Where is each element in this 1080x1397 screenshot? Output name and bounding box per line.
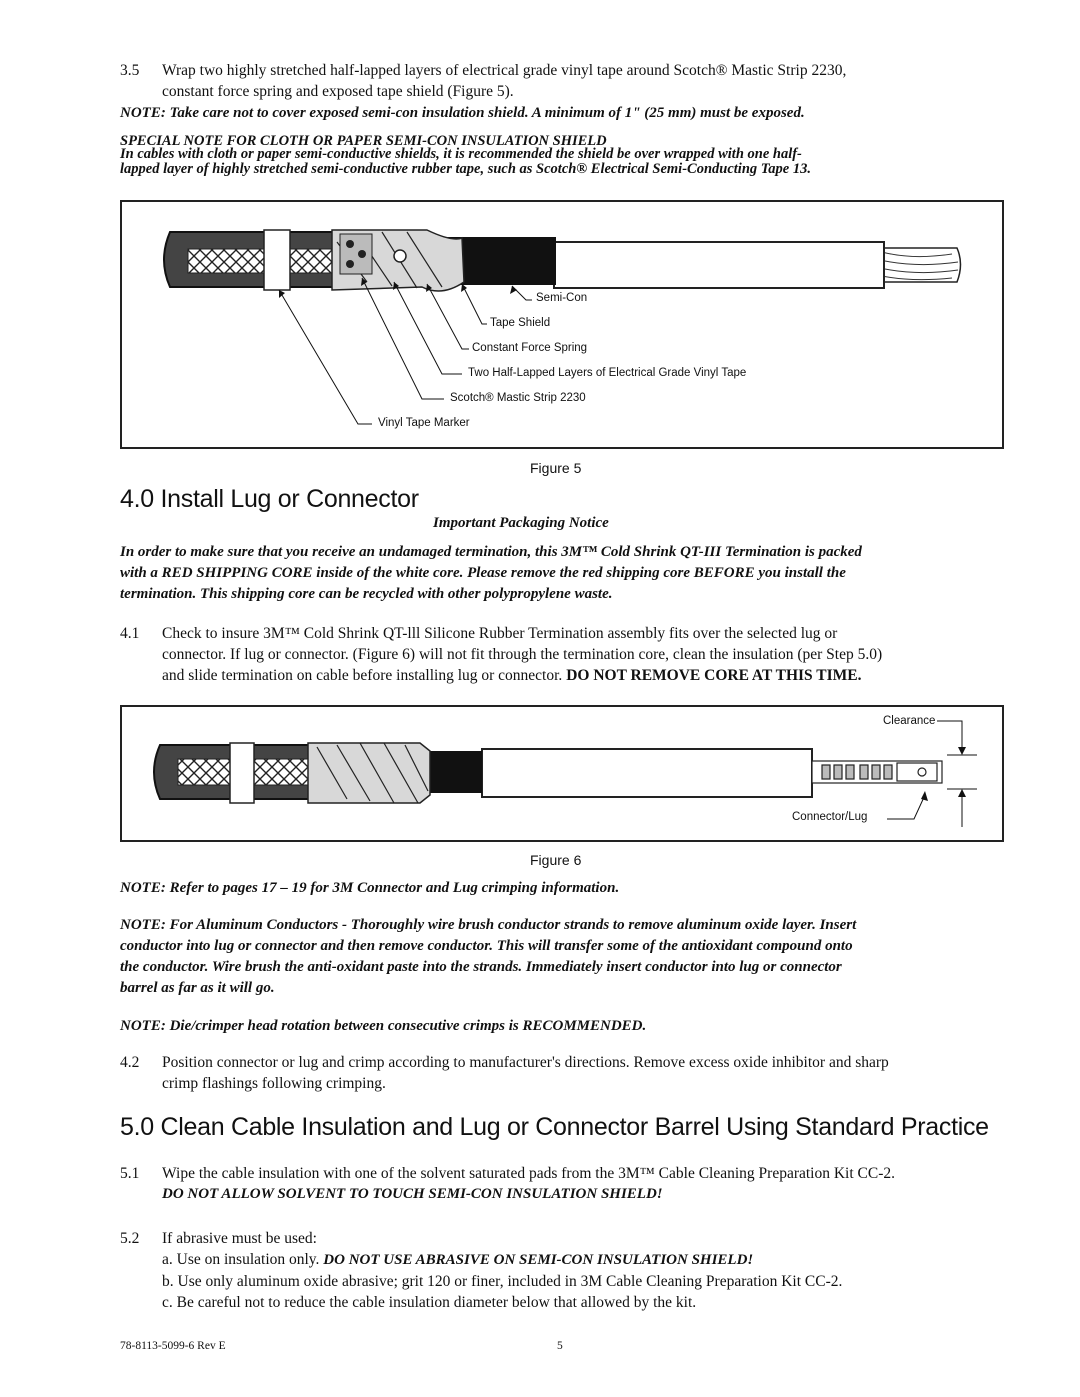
insulation	[554, 242, 884, 288]
step-text: a. Use on insulation only.	[162, 1251, 324, 1268]
semi-con-layer	[430, 751, 482, 793]
figure-5-caption: Figure 5	[530, 460, 582, 476]
figure-5-frame	[120, 200, 1004, 449]
step-text-line: connector. If lug or connector. (Figure 6) will not fit through the termination core, clean the insulation (per Step 5.0)	[162, 646, 883, 663]
step-text-line: Wrap two highly stretched half-lapped layers of electrical grade vinyl tape around Scotch® Mastic Strip 2230,	[162, 62, 847, 79]
notice-line: In order to make sure that you receive an undamaged termination, this 3M™ Cold Shrink QT-III Termination is packed	[120, 544, 862, 560]
label-vinyl-tape-marker: Vinyl Tape Marker	[378, 417, 470, 429]
step-warning: DO NOT ALLOW SOLVENT TO TOUCH SEMI-CON INSULATION SHIELD!	[162, 1186, 663, 1202]
step-item-b: b. Use only aluminum oxide abrasive; grit 120 or finer, included in 3M Cable Cleaning Preparation Kit CC-2.	[162, 1273, 843, 1290]
step-number: 3.5	[120, 62, 140, 79]
step-text-line: constant force spring and exposed tape shield (Figure 5).	[162, 83, 514, 100]
section-4-heading: 4.0 Install Lug or Connector	[120, 485, 419, 513]
step-5-2	[120, 1228, 1020, 1313]
note-semicon-exposed: NOTE: Take care not to cover exposed semi-con insulation shield. A minimum of 1" (25 mm) must be exposed.	[120, 105, 805, 121]
label-constant-force-spring: Constant Force Spring	[472, 342, 588, 354]
step-text-line: Wipe the cable insulation with one of the solvent saturated pads from the 3M™ Cable Cleaning Preparation Kit CC-2.	[162, 1165, 895, 1182]
step-4-1	[120, 623, 1020, 686]
footer-page-number: 5	[557, 1340, 563, 1352]
insulation	[482, 749, 812, 797]
note-line: NOTE: For Aluminum Conductors - Thoroughly wire brush conductor strands to remove aluminum oxide layer. Insert	[120, 917, 857, 933]
vinyl-tape-marker	[264, 230, 290, 290]
step-3-5	[120, 60, 1020, 102]
figure-6-frame	[120, 705, 1004, 842]
label-mastic-strip: Scotch® Mastic Strip 2230	[450, 392, 586, 404]
step-text-line: crimp flashings following crimping.	[162, 1075, 386, 1092]
step-text-line: Position connector or lug and crimp according to manufacturer's directions. Remove excess oxide inhibitor and sharp	[162, 1054, 889, 1071]
special-note-body	[120, 147, 811, 177]
step-5-1	[120, 1163, 1020, 1205]
step-number: 4.1	[120, 625, 140, 642]
note-line: the conductor. Wire brush the anti-oxidant paste into the strands. Immediately insert conductor into lug or connector	[120, 959, 842, 975]
note-crimping-reference: NOTE: Refer to pages 17 – 19 for 3M Connector and Lug crimping information.	[120, 880, 620, 896]
conductor-strands	[877, 248, 961, 282]
notice-line: termination. This shipping core can be recycled with other polypropylene waste.	[120, 586, 613, 602]
step-item-a	[162, 1249, 1020, 1271]
packaging-notice-body	[120, 542, 1020, 605]
packaging-notice-title: Important Packaging Notice	[433, 515, 609, 531]
step-text-line: If abrasive must be used:	[162, 1230, 317, 1247]
label-vinyl-tape-layers: Two Half-Lapped Layers of Electrical Grade Vinyl Tape	[468, 367, 747, 379]
note-aluminum-conductors	[120, 915, 1020, 999]
figure-5-cable-diagram	[122, 202, 1002, 447]
section-5-heading: 5.0 Clean Cable Insulation and Lug or Connector Barrel Using Standard Practice	[120, 1113, 989, 1141]
step-number: 5.2	[120, 1230, 140, 1247]
vinyl-tape-wrap	[308, 743, 430, 803]
label-semi-con: Semi-Con	[536, 292, 588, 304]
constant-force-spring	[394, 250, 406, 262]
note-die-rotation: NOTE: Die/crimper head rotation between consecutive crimps is RECOMMENDED.	[120, 1018, 647, 1034]
connector-lug	[812, 761, 942, 783]
note-line: barrel as far as it will go.	[120, 980, 275, 996]
step-4-2	[120, 1052, 1020, 1094]
step-number: 4.2	[120, 1054, 140, 1071]
step-number: 5.1	[120, 1165, 140, 1182]
label-connector-lug: Connector/Lug	[792, 811, 868, 823]
note-line: conductor into lug or connector and then remove conductor. This will transfer some of the antioxidant compound onto	[120, 938, 853, 954]
label-clearance: Clearance	[883, 715, 936, 727]
braid-shield	[188, 249, 338, 273]
step-text: and slide termination on cable before installing lug or connector.	[162, 667, 567, 684]
special-note-line: In cables with cloth or paper semi-conductive shields, it is recommended the shield be over wrapped with one half-	[120, 146, 802, 162]
step-warning: DO NOT REMOVE CORE AT THIS TIME.	[566, 667, 862, 684]
step-warning: DO NOT USE ABRASIVE ON SEMI-CON INSULATION SHIELD!	[323, 1252, 754, 1268]
special-note-line: lapped layer of highly stretched semi-conductive rubber tape, such as Scotch® Electrical Semi-Conducting Tape 13.	[120, 161, 811, 177]
special-note-title: SPECIAL NOTE FOR CLOTH OR PAPER SEMI-CON INSULATION SHIELD	[120, 133, 607, 149]
vinyl-tape-marker	[230, 743, 254, 803]
step-text-line: Check to insure 3M™ Cold Shrink QT-lll Silicone Rubber Termination assembly fits over the selected lug or	[162, 625, 838, 642]
step-item-c: c. Be careful not to reduce the cable insulation diameter below that allowed by the kit.	[162, 1294, 697, 1311]
notice-line: with a RED SHIPPING CORE inside of the white core. Please remove the red shipping core BEFORE you install the	[120, 565, 846, 581]
step-text-line	[162, 665, 1020, 686]
label-tape-shield: Tape Shield	[490, 317, 551, 329]
figure-6-caption: Figure 6	[530, 852, 582, 868]
figure-6-cable-diagram	[122, 707, 1002, 840]
footer-doc-id: 78-8113-5099-6 Rev E	[120, 1340, 226, 1352]
mastic-strip	[340, 234, 372, 274]
